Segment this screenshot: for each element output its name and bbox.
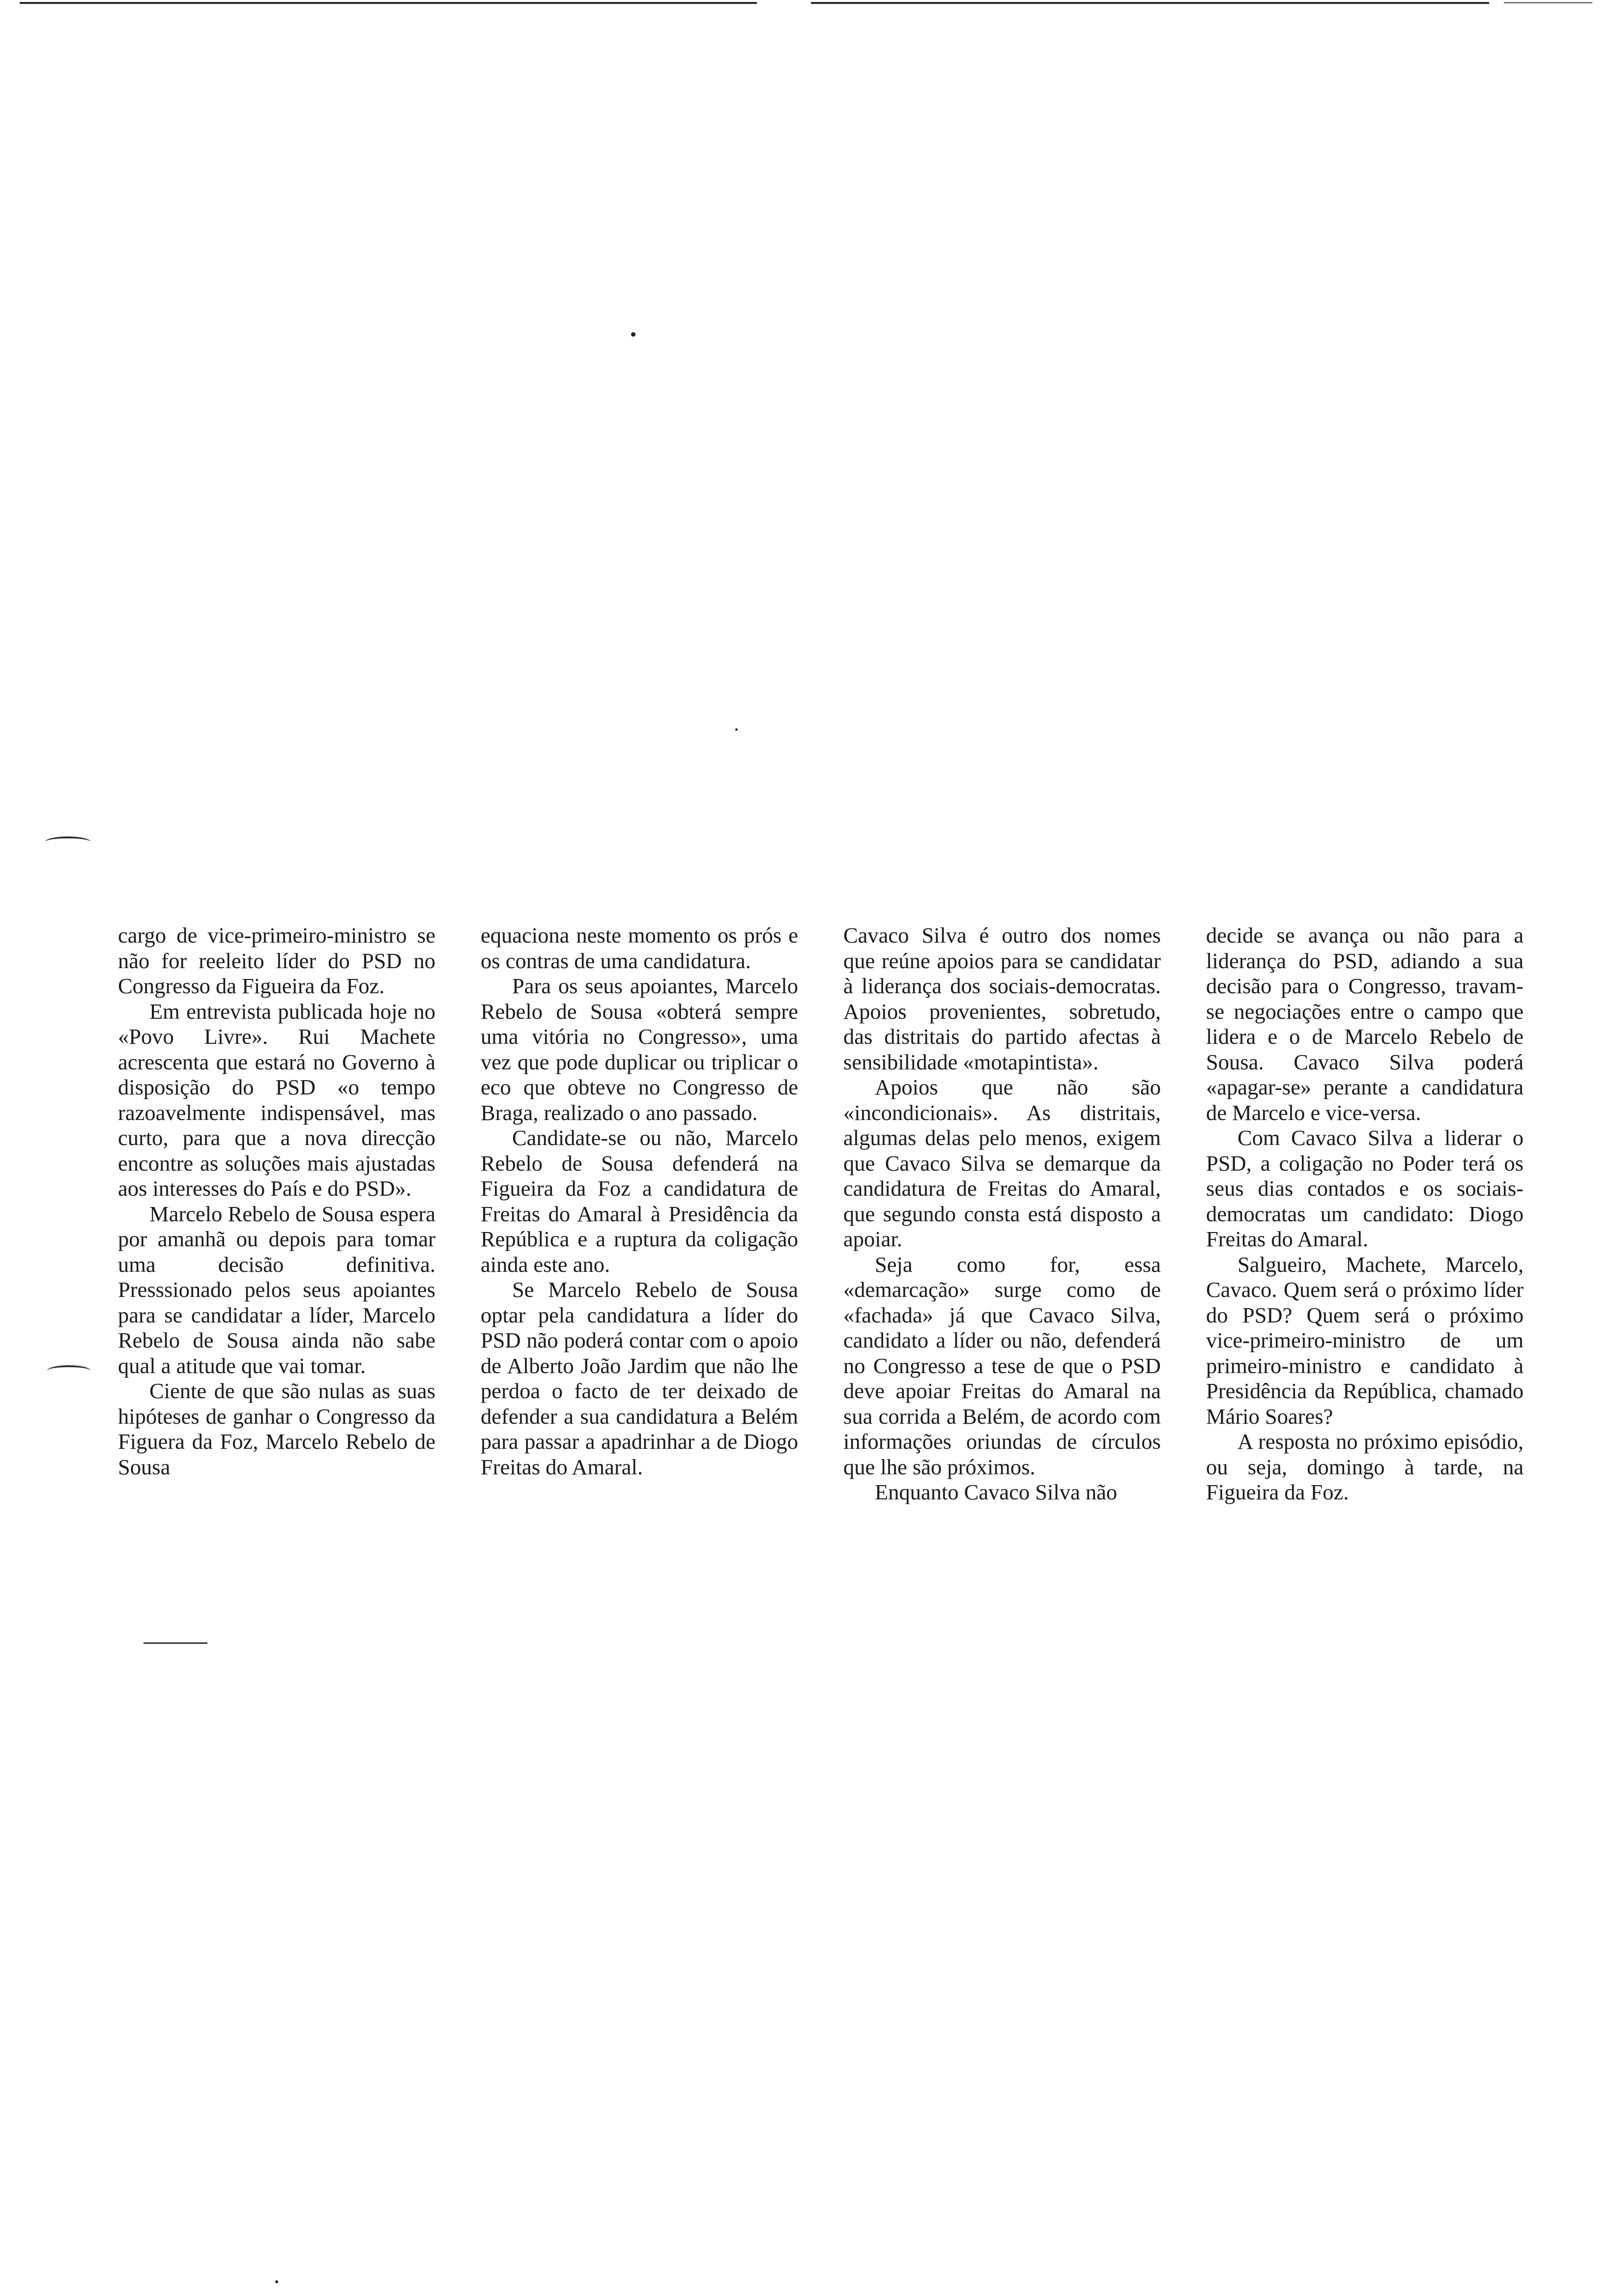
article-column-2 xyxy=(481,923,798,1650)
paragraph: Marcelo Rebelo de Sousa espera por amanhã ou depois para tomar uma decisão definitiva. Presssionado pelos seus apoiantes para se candidatar a líder, Marcelo Rebelo de Sousa ainda não sabe qual a atitude que vai tomar. xyxy=(118,1201,435,1378)
paragraph: Enquanto Cavaco Silva não xyxy=(875,1480,1118,1504)
top-rule xyxy=(1504,2,1592,3)
paragraph: Se Marcelo Rebelo de Sousa optar pela candidatura a líder do PSD não poderá contar com o apoio de Alberto João Jardim que não lhe perdoa o facto de ter deixado de defender a sua candidatura a Belém para passar a apadrinhar a de Diogo Freitas do Amaral. xyxy=(481,1277,798,1479)
paragraph: equaciona neste momento os prós e os contras de uma candidatura. xyxy=(481,923,798,973)
paragraph: Com Cavaco Silva a liderar o PSD, a coligação no Poder terá os seus dias contados e os sociais-democratas um candidato: Diogo Freitas do Amaral. xyxy=(1206,1125,1524,1251)
top-rule xyxy=(811,2,1489,4)
article-body xyxy=(118,923,1524,1650)
article-column-3 xyxy=(843,923,1161,1650)
scan-speck xyxy=(735,728,738,731)
paragraph: Cavaco Silva é outro dos nomes que reúne apoios para se candidatar à liderança dos sociais-democratas. Apoios provenientes, sobretudo, das distritais do partido afectas à sensibilidade «motapintista». xyxy=(843,923,1161,1074)
paragraph: Candidate-se ou não, Marcelo Rebelo de Sousa defenderá na Figueira da Foz a candidatura de Freitas do Amaral à Presidência da República e a ruptura da coligação ainda este ano. xyxy=(481,1125,798,1277)
paragraph: Para os seus apoiantes, Marcelo Rebelo de Sousa «obterá sempre uma vitória no Congresso», uma vez que pode duplicar ou triplicar o eco que obteve no Congresso de Braga, realizado o ano passado. xyxy=(481,974,798,1125)
paragraph: A resposta no próximo episódio, ou seja, domingo à tarde, na Figueira da Foz. xyxy=(1206,1429,1524,1504)
paragraph: Apoios que não são «incondicionais». As distritais, algumas delas pelo menos, exigem que Cavaco Silva se demarque da candidatura de Freitas do Amaral, que segundo consta está disposto a apoiar. xyxy=(843,1075,1161,1251)
article-column-4 xyxy=(1206,923,1524,1650)
paragraph: cargo de vice-primeiro-ministro se não for reeleito líder do PSD no Congresso da Figueira da Foz. xyxy=(118,923,435,998)
scan-speck xyxy=(275,2280,278,2283)
paragraph: Salgueiro, Machete, Marcelo, Cavaco. Quem será o próximo líder do PSD? Quem será o próximo vice-primeiro-ministro de um primeiro-ministro e candidato à Presidência da República, chamado Mário Soares? xyxy=(1206,1252,1524,1429)
paragraph: Em entrevista publicada hoje no «Povo Livre». Rui Machete acrescenta que estará no Governo à disposição do PSD «o tempo razoavelmente indispensável, mas curto, para que a nova direcção encontre as soluções mais ajustadas aos interesses do País e do PSD». xyxy=(118,999,435,1201)
paragraph: decide se avança ou não para a liderança do PSD, adiando a sua decisão para o Congresso, travam-se negociações entre o campo que lidera e o de Marcelo Rebelo de Sousa. Cavaco Silva poderá «apagar-se» perante a candidatura de Marcelo e vice-versa. xyxy=(1206,923,1524,1125)
scan-speck xyxy=(631,332,635,337)
punch-mark xyxy=(47,1365,90,1376)
article-column-1 xyxy=(118,923,435,1650)
end-rule xyxy=(144,1642,207,1644)
top-rule xyxy=(20,2,757,4)
paragraph: Seja como for, essa «demarcação» surge como de «fachada» já que Cavaco Silva, candidato a líder ou não, defenderá no Congresso a tese de que o PSD deve apoiar Freitas do Amaral na sua corrida a Belém, de acordo com informações oriundas de círculos que lhe são próximos. xyxy=(843,1252,1161,1479)
punch-mark xyxy=(45,836,90,847)
paragraph: Ciente de que são nulas as suas hipóteses de ganhar o Congresso da Figuera da Foz, Marcelo Rebelo de Sousa xyxy=(118,1378,435,1479)
